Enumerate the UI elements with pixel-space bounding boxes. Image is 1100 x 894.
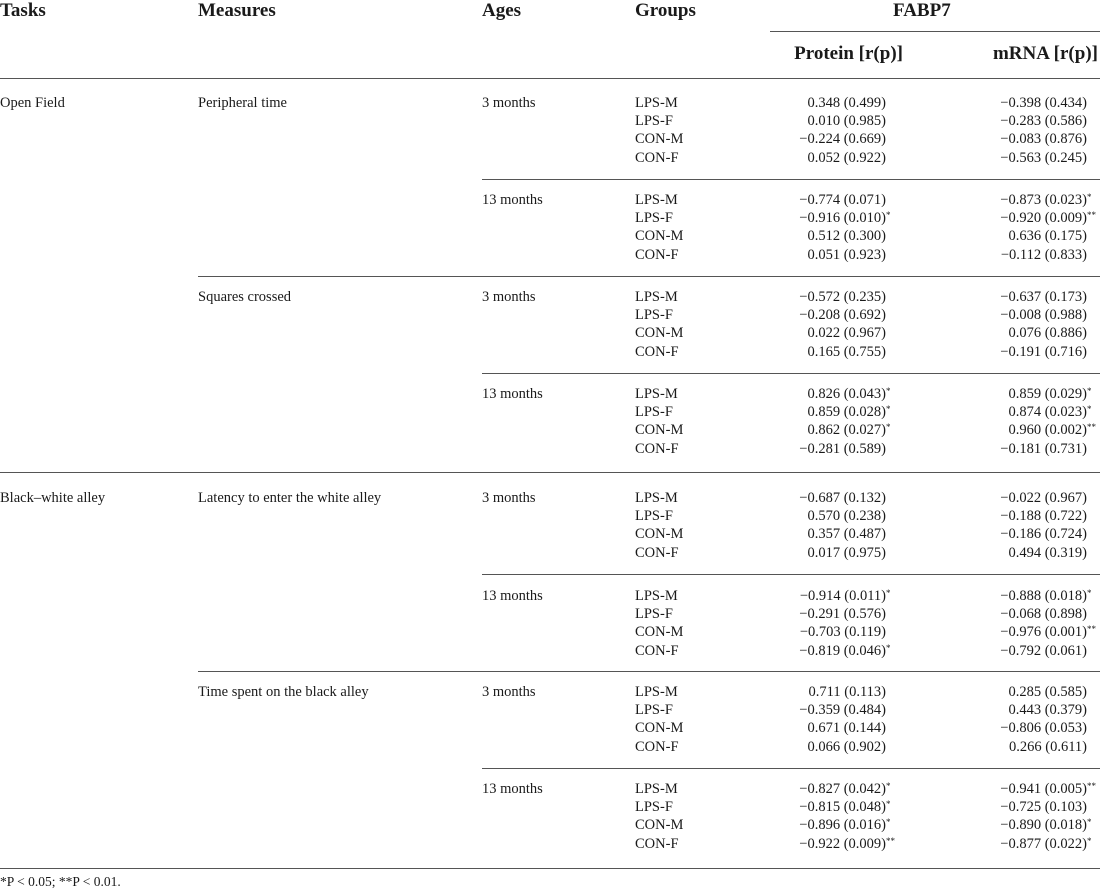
measure-label: Squares crossed (198, 289, 292, 305)
row-divider (482, 574, 1100, 575)
mrna-value (930, 440, 1087, 458)
protein-value: −0.827 (0.042)* (799, 781, 891, 797)
protein-r-p: 0.066 (0.902) (807, 738, 886, 755)
mrna-r-p: 0.874 (0.023) (1008, 404, 1087, 421)
protein-r-p: −0.572 (0.235) (799, 289, 886, 305)
age-label: 3 months (482, 289, 536, 305)
protein-r-p: 0.357 (0.487) (807, 526, 886, 543)
protein-value (740, 149, 886, 167)
mrna-value (930, 683, 1087, 701)
mrna-value: −0.976 (0.001)** (1000, 624, 1096, 641)
mrna-r-p: −0.283 (0.586) (1000, 113, 1087, 130)
group-label: LPS-M (635, 490, 678, 506)
protein-r-p: 0.711 (0.113) (808, 684, 886, 700)
group-label: LPS-M (635, 386, 678, 402)
mrna-value: −0.890 (0.018)* (1000, 817, 1092, 834)
group-label: CON-M (635, 720, 684, 737)
mrna-r-p: 0.266 (0.611) (1009, 738, 1087, 755)
group-label: LPS-F (635, 508, 673, 525)
protein-r-p: −0.281 (0.589) (799, 440, 886, 457)
group-label: CON-F (635, 642, 679, 659)
header-tasks: Tasks (0, 0, 46, 21)
group-label: LPS-F (635, 606, 673, 623)
group-label: CON-F (635, 835, 679, 852)
mrna-value (930, 149, 1087, 167)
group-label: CON-M (635, 325, 684, 342)
protein-value (740, 288, 886, 306)
protein-r-p: −0.914 (0.011) (799, 588, 886, 604)
protein-value: −0.916 (0.010)* (799, 210, 891, 227)
task-label: Open Field (0, 95, 65, 111)
mrna-value (930, 288, 1087, 306)
row-divider (0, 472, 1100, 473)
mrna-value (930, 112, 1087, 130)
row-divider (482, 373, 1100, 374)
protein-value: 0.859 (0.028)* (807, 404, 891, 421)
age-label: 3 months (482, 490, 536, 506)
protein-r-p: 0.022 (0.967) (807, 325, 886, 342)
protein-value (740, 94, 886, 112)
mrna-r-p: −0.186 (0.724) (1000, 526, 1087, 543)
mrna-r-p: 0.076 (0.886) (1008, 325, 1087, 342)
mrna-value: −0.888 (0.018)* (1000, 588, 1092, 604)
protein-r-p: 0.512 (0.300) (807, 228, 886, 245)
group-label: CON-F (635, 246, 679, 263)
protein-r-p: −0.916 (0.010) (799, 210, 886, 227)
header-fabp7-rule (770, 31, 1100, 32)
group-label: CON-F (635, 738, 679, 755)
protein-value (740, 343, 886, 361)
mrna-r-p: −0.398 (0.434) (1000, 95, 1087, 111)
mrna-value (930, 246, 1087, 264)
protein-value: −0.819 (0.046)* (799, 642, 891, 659)
mrna-r-p: −0.792 (0.061) (1000, 642, 1087, 659)
protein-r-p: 0.862 (0.027) (807, 422, 886, 439)
group-label: CON-M (635, 624, 684, 641)
group-label: LPS-F (635, 210, 673, 227)
protein-r-p: 0.859 (0.028) (807, 404, 886, 421)
mrna-r-p: −0.888 (0.018) (1000, 588, 1087, 604)
row-divider (198, 671, 1100, 672)
mrna-r-p: −0.112 (0.833) (1000, 246, 1087, 263)
protein-r-p: 0.348 (0.499) (807, 95, 886, 111)
mrna-r-p: −0.976 (0.001) (1000, 624, 1087, 641)
protein-r-p: 0.671 (0.144) (807, 720, 886, 737)
mrna-value (930, 306, 1087, 324)
header-fabp7: FABP7 (893, 0, 951, 21)
mrna-value: −0.877 (0.022)* (1000, 835, 1092, 852)
mrna-value (930, 227, 1087, 245)
protein-value (740, 306, 886, 324)
mrna-value (930, 94, 1087, 112)
protein-value (740, 544, 886, 562)
group-label: CON-M (635, 526, 684, 543)
group-label: LPS-M (635, 289, 678, 305)
header-bottom-rule (0, 78, 1100, 79)
mrna-r-p: −0.941 (0.005) (1000, 781, 1087, 797)
mrna-r-p: 0.859 (0.029) (1008, 386, 1087, 402)
row-divider (482, 768, 1100, 769)
mrna-value (930, 525, 1087, 543)
age-label: 13 months (482, 781, 543, 797)
mrna-value (930, 507, 1087, 525)
mrna-value (930, 719, 1087, 737)
mrna-value (930, 130, 1087, 148)
mrna-r-p: 0.285 (0.585) (1008, 684, 1087, 700)
mrna-r-p: −0.191 (0.716) (1000, 343, 1087, 360)
age-label: 13 months (482, 386, 543, 402)
mrna-r-p: 0.960 (0.002) (1008, 422, 1087, 439)
protein-value (740, 683, 886, 701)
mrna-r-p: −0.563 (0.245) (1000, 149, 1087, 166)
group-label: LPS-M (635, 95, 678, 111)
mrna-r-p: −0.873 (0.023) (1000, 192, 1087, 208)
protein-value (740, 112, 886, 130)
mrna-value: −0.941 (0.005)** (1000, 781, 1096, 797)
mrna-r-p: −0.890 (0.018) (1000, 817, 1087, 834)
measure-label: Latency to enter the white alley (198, 490, 382, 506)
group-label: CON-F (635, 149, 679, 166)
mrna-value (930, 324, 1087, 342)
mrna-r-p: 0.636 (0.175) (1008, 228, 1087, 245)
header-groups: Groups (635, 0, 696, 21)
group-label: CON-F (635, 343, 679, 360)
row-divider (198, 276, 1100, 277)
protein-value (740, 324, 886, 342)
mrna-value (930, 738, 1087, 756)
group-label: CON-M (635, 422, 684, 439)
measure-label: Time spent on the black alley (198, 684, 369, 700)
group-label: LPS-M (635, 781, 678, 797)
mrna-r-p: −0.637 (0.173) (1000, 289, 1087, 305)
protein-value: −0.922 (0.009)** (799, 835, 895, 852)
protein-r-p: −0.827 (0.042) (799, 781, 886, 797)
protein-r-p: −0.291 (0.576) (799, 606, 886, 623)
header-measures: Measures (198, 0, 276, 21)
mrna-r-p: −0.068 (0.898) (1000, 606, 1087, 623)
mrna-value: 0.874 (0.023)* (1008, 404, 1092, 421)
protein-r-p: −0.774 (0.071) (799, 192, 886, 208)
protein-r-p: −0.896 (0.016) (799, 817, 886, 834)
protein-value (740, 525, 886, 543)
protein-value: 0.862 (0.027)* (807, 422, 891, 439)
protein-value: −0.914 (0.011)* (799, 588, 891, 604)
measure-label: Peripheral time (198, 95, 287, 111)
protein-r-p: 0.051 (0.923) (807, 246, 886, 263)
protein-value (740, 605, 886, 623)
mrna-value (930, 343, 1087, 361)
mrna-r-p: −0.181 (0.731) (1000, 440, 1087, 457)
age-label: 13 months (482, 588, 543, 604)
protein-r-p: −0.224 (0.669) (799, 131, 886, 148)
protein-value (740, 507, 886, 525)
protein-value (740, 489, 886, 507)
protein-value (740, 623, 886, 641)
mrna-r-p: −0.806 (0.053) (1000, 720, 1087, 737)
protein-r-p: 0.017 (0.975) (807, 544, 886, 561)
protein-r-p: 0.165 (0.755) (807, 343, 886, 360)
protein-value (740, 719, 886, 737)
group-label: CON-M (635, 228, 684, 245)
protein-value (740, 738, 886, 756)
mrna-value (930, 605, 1087, 623)
protein-r-p: −0.687 (0.132) (799, 490, 886, 506)
protein-r-p: 0.052 (0.922) (807, 149, 886, 166)
group-label: LPS-M (635, 192, 678, 208)
mrna-value: −0.920 (0.009)** (1000, 210, 1096, 227)
mrna-r-p: −0.188 (0.722) (1000, 508, 1087, 525)
protein-r-p: 0.570 (0.238) (807, 508, 886, 525)
mrna-value (930, 701, 1087, 719)
header-ages: Ages (482, 0, 522, 21)
mrna-value (930, 642, 1087, 660)
mrna-r-p: −0.877 (0.022) (1000, 835, 1087, 852)
task-label: Black–white alley (0, 490, 106, 506)
mrna-value: −0.873 (0.023)* (1000, 192, 1092, 208)
mrna-r-p: −0.022 (0.967) (1000, 490, 1087, 506)
protein-value (740, 191, 886, 209)
mrna-r-p: −0.920 (0.009) (1000, 210, 1087, 227)
mrna-r-p: −0.083 (0.876) (1000, 131, 1087, 148)
protein-value: −0.896 (0.016)* (799, 817, 891, 834)
group-label: LPS-M (635, 684, 678, 700)
protein-r-p: −0.815 (0.048) (799, 799, 886, 816)
group-label: LPS-M (635, 588, 678, 604)
group-label: LPS-F (635, 307, 673, 324)
header-protein: Protein [r(p)] (794, 43, 903, 64)
group-label: LPS-F (635, 702, 673, 719)
header-mrna: mRNA [r(p)] (992, 43, 1098, 64)
protein-r-p: −0.819 (0.046) (799, 642, 886, 659)
footnote: *P < 0.05; **P < 0.01. (0, 874, 121, 889)
age-label: 3 months (482, 684, 536, 700)
group-label: LPS-F (635, 799, 673, 816)
mrna-value (930, 489, 1087, 507)
mrna-value (930, 798, 1087, 816)
protein-value (740, 701, 886, 719)
protein-value: −0.815 (0.048)* (799, 799, 891, 816)
group-label: CON-M (635, 131, 684, 148)
protein-value (740, 227, 886, 245)
mrna-value: 0.859 (0.029)* (1008, 386, 1092, 402)
mrna-r-p: 0.443 (0.379) (1008, 702, 1087, 719)
row-divider (482, 179, 1100, 180)
protein-r-p: −0.208 (0.692) (799, 307, 886, 324)
mrna-r-p: −0.725 (0.103) (1000, 799, 1087, 816)
protein-r-p: 0.010 (0.985) (807, 113, 886, 130)
group-label: LPS-F (635, 113, 673, 130)
mrna-r-p: 0.494 (0.319) (1008, 544, 1087, 561)
protein-r-p: −0.359 (0.484) (799, 702, 886, 719)
protein-r-p: −0.703 (0.119) (799, 624, 886, 641)
protein-value: 0.826 (0.043)* (807, 386, 891, 402)
group-label: CON-F (635, 544, 679, 561)
protein-r-p: −0.922 (0.009) (799, 835, 886, 852)
group-label: LPS-F (635, 404, 673, 421)
group-label: CON-M (635, 817, 684, 834)
protein-value (740, 246, 886, 264)
protein-r-p: 0.826 (0.043) (807, 386, 886, 402)
protein-value (740, 440, 886, 458)
age-label: 13 months (482, 192, 543, 208)
mrna-value: 0.960 (0.002)** (1008, 422, 1096, 439)
protein-value (740, 130, 886, 148)
row-divider (0, 868, 1100, 869)
group-label: CON-F (635, 440, 679, 457)
mrna-value (930, 544, 1087, 562)
age-label: 3 months (482, 95, 536, 111)
mrna-r-p: −0.008 (0.988) (1000, 307, 1087, 324)
